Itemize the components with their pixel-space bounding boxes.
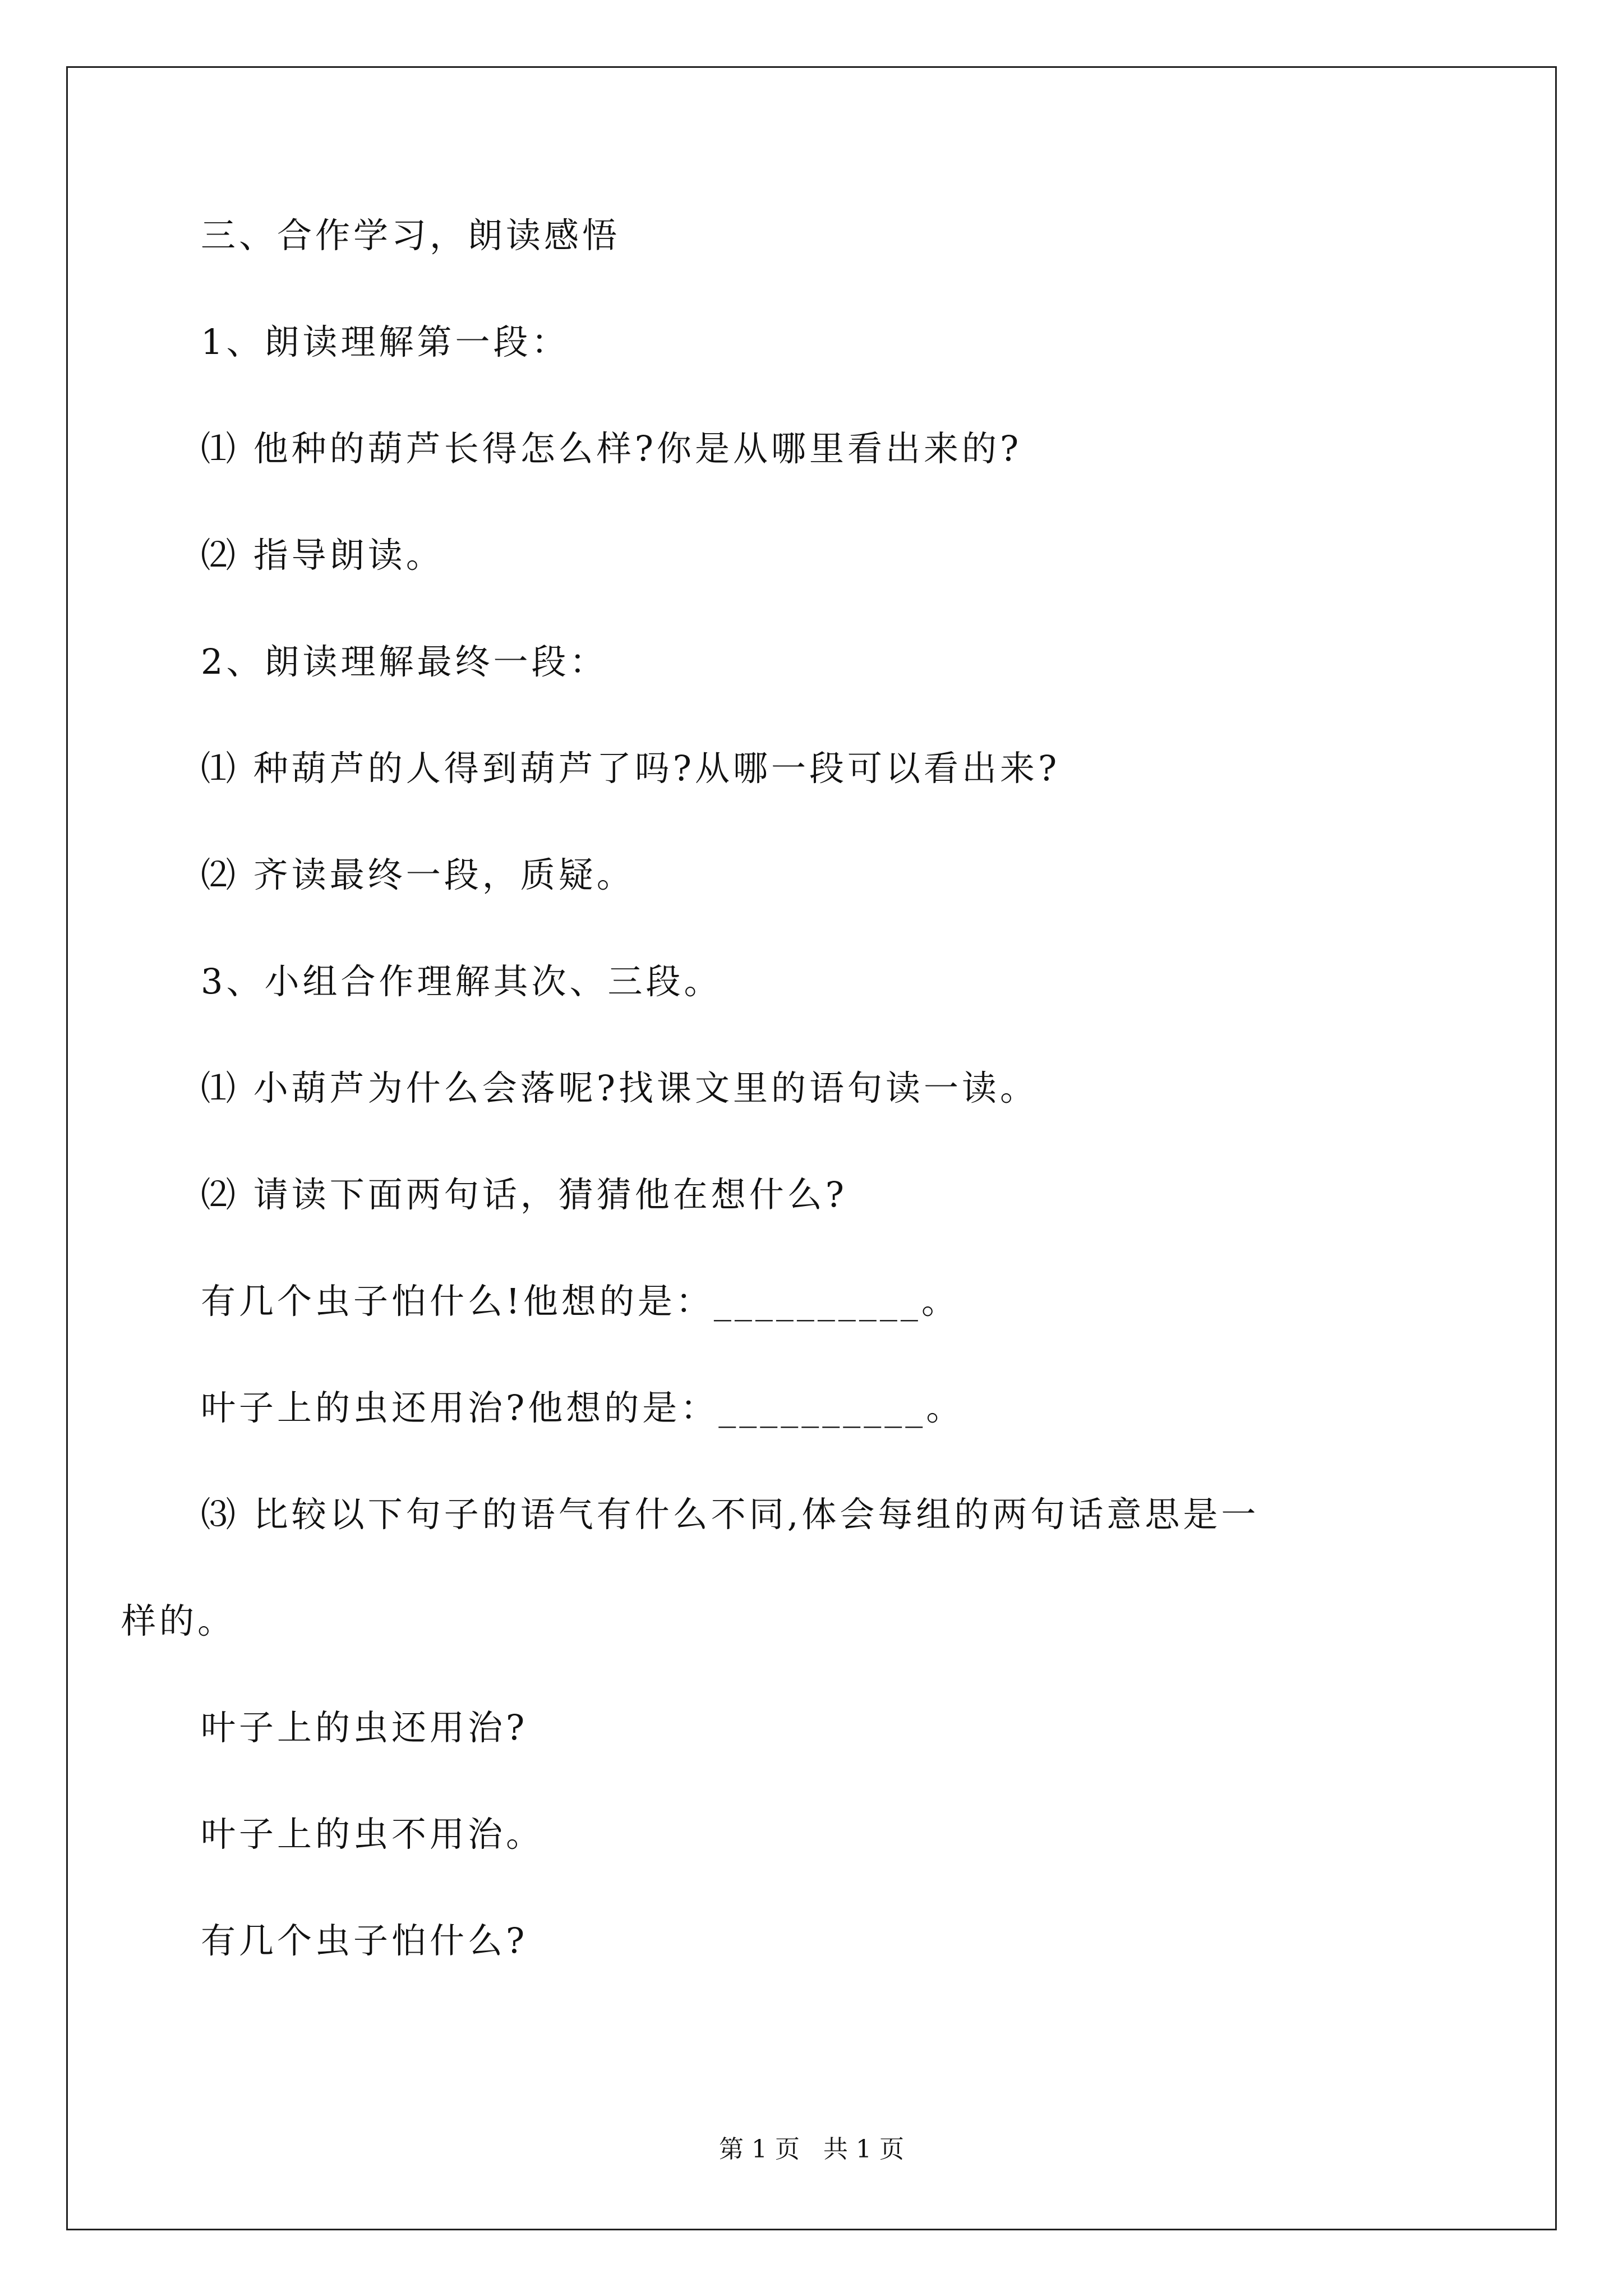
page-border <box>66 66 1557 2230</box>
example-sentence: 有几个虫子怕什么? <box>201 1920 528 1961</box>
paragraph-line: 3、小组合作理解其次、三段。 <box>201 961 722 1002</box>
fill-in-line: 叶子上的虫还用治?他想的是：__________。 <box>201 1387 965 1428</box>
example-sentence: 叶子上的虫还用治? <box>201 1707 528 1748</box>
paragraph-line: ⑵ 指导朗读。 <box>201 535 444 576</box>
page-footer: 第 1 页 共 1 页 <box>719 2135 904 2164</box>
paragraph-line: ⑵ 齐读最终一段，质疑。 <box>201 854 635 895</box>
paragraph-line: 1、朗读理解第一段： <box>201 321 570 362</box>
paragraph-continuation: 样的。 <box>121 1600 236 1641</box>
section-heading: 三、合作学习，朗读感悟 <box>201 215 621 256</box>
example-sentence: 叶子上的虫不用治。 <box>201 1814 545 1855</box>
paragraph-line: ⑴ 他种的葫芦长得怎么样?你是从哪里看出来的? <box>201 428 1022 469</box>
paragraph-line: 2、朗读理解最终一段： <box>201 641 608 682</box>
paragraph-line: ⑵ 请读下面两句话，猜猜他在想什么? <box>201 1174 847 1215</box>
paragraph-line: ⑴ 种葫芦的人得到葫芦了吗?从哪一段可以看出来? <box>201 748 1061 789</box>
paragraph-line: ⑴ 小葫芦为什么会落呢?找课文里的语句读一读。 <box>201 1068 1038 1108</box>
fill-in-line: 有几个虫子怕什么!他想的是：__________。 <box>201 1281 960 1322</box>
paragraph-line: ⑶ 比较以下句子的语气有什么不同,体会每组的两句话意思是一 <box>201 1494 1260 1535</box>
